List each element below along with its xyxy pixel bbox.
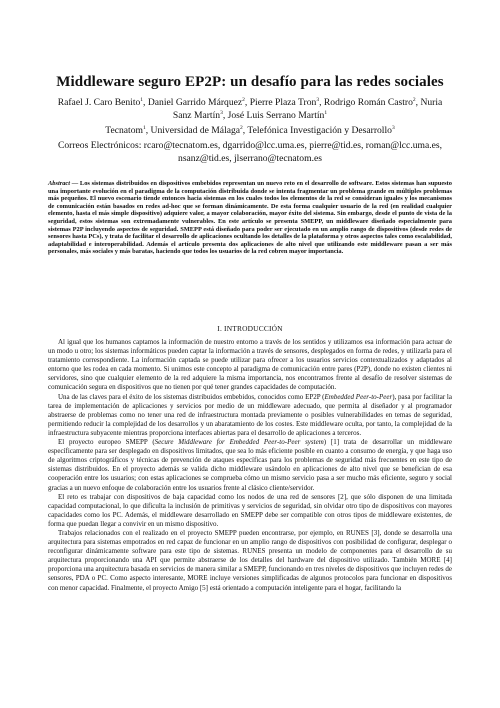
affiliation-name: Universidad de Málaga [150,125,241,136]
body-text [48,338,452,593]
author-list [50,96,450,122]
affiliation-name: Tecnatom [105,125,143,136]
abstract-text: — Los sistemas distribuidos en dispositivos embebidos representan un nuevo reto en el desarrollo de software. Estos sistemas han supuesto una importante evolución en el paradigma de la computación distribuida donde se intenta fragmentar un problema grande en múltiples problemas más pequeños. El nuevo escenario tiende entonces hacia sistemas en los cuales todos los elementos de la red se consideran iguales y los mecanismos de comunicación están basados en redes ad-hoc que se forman dinámicamente. De esta forma cualquier usuario de la red (en realidad cualquier elemento, hasta el más simple dispositivo) adquiere valor, a mayor colaboración, mayor éxito del sistema. Sin embargo, desde el punto de vista de la seguridad, estos sistemas son extremadamente vulnerables. En este artículo se presenta SMEPP, un middleware diseñado especialmente para sistemas P2P incluyendo aspectos de seguridad. SMEPP está diseñado para poder ser ejecutado en un amplio rango de dispositivos (desde redes de sensores hasta PCs), y trata de facilitar el desarrollo de aplicaciones ocultando los detalles de la plataforma y otros aspectos tales como escalabilidad, adaptabilidad e interoperabilidad. Además el artículo presenta dos aplicaciones de alto nivel que utilizando este middleware pasan a ser más personales, más sociales y más baratas, haciendo que todos los usuarios de la red cobren mayor importancia. [48,180,452,256]
emails-label: Correos Electrónicos: [57,140,142,151]
section-heading: I. INTRODUCCIÓN [217,324,283,333]
author-affiliation-mark: 1 [140,96,144,103]
emails-line-1: rcaro@tecnatom.es, dgarrido@lcc.uma.es, pierre@tid.es, roman@lcc.uma.es, [143,140,443,151]
body-paragraph: Trabajos relacionados con el realizado en el proyecto SMEPP pueden encontrarse, por ejemplo, en RUNES [3], donde se desarrolla una arquitectura para sistemas empotrados en red capaz de funcionar en un amplio rango de dispositivos con posibilidad de configurar, desplegar o reconfigurar dinámicamente software para este tipo de sistemas. RUNES presenta un modelo de componentes para el desarrollo de su arquitectura proporcionando una API que permite abstraerse de los detalles del hardware del dispositivo utilizado. También MORE [4] proporciona una arquitectura basada en servicios de manera similar a SMEPP, funcionando en tres niveles de dispositivos que incluyen redes de sensores, PDA o PC. Como aspecto interesante, MORE incluye versiones simplificadas de algunos protocolos para funcionar en dispositivos con menor capacidad. Finalmente, el proyecto Amigo [5] está orientado a computación inteligente para el hogar, facilitando la [48,528,452,592]
author-affiliation-mark: 2 [242,96,245,103]
emphasis-text: Secure Middleware for Embedded Peer-to-Peer system [154,438,324,447]
body-paragraph: Al igual que los humanos captamos la información de nuestro entorno a través de los sentidos y utilizamos esa información para actuar de un modo u otro; los sistemas informáticos pueden captar la información a través de sensores, desplegados en forma de redes, y utilizarla para el tratamiento correspondiente. La información captada se puede utilizar para ofrecer a los usuarios servicios contextualizados y adaptados al entorno que les rodea en cada momento. Si unimos este concepto al paradigma de comunicación entre pares (P2P), donde no existen clientes ni servidores, sino que cualquier elemento de la red adquiere la misma importancia, nos encontramos frente al desafío de resolver sistemas de comunicación segura en dispositivos que no tienen por qué tener grandes capacidades de computación. [48,338,452,392]
email-block [40,139,460,165]
author-affiliation-mark: 3 [220,109,223,116]
affiliation-mark: 1 [142,124,146,131]
body-paragraph: El reto es trabajar con dispositivos de baja capacidad como los nodos de una red de sensores [2], que sólo disponen de una limitada capacidad computacional, lo que dificulta la inclusión de primitivas y servicios de seguridad, sin olvidar otro tipo de dispositivos con mayores capacidades como los PC. Además, el middleware desarrollado en SMEPP debe ser compatible con otros tipos de middleware existentes, de forma que puedan llegar a convivir en un mismo dispositivo. [48,492,452,528]
author-affiliation-mark: 2 [412,96,416,103]
author-name: Pierre Plaza Tron [249,97,317,108]
author-name: Rodrigo Román Castro [323,97,413,108]
body-paragraph: Una de las claves para el éxito de los sistemas distribuidos embebidos, conocidos como EP2P (Embedded Peer-to-Peer), pasa por facilitar la tarea de implementación de aplicaciones y servicios por medio de un middleware adecuado, que permita al diseñador y al programador abstraerse de problemas como no tener una red de infraestructura montada previamente o posibles vulnerabilidades en temas de seguridad, permitiendo reducir la complejidad de los desarrollos y un abaratamiento de los costes. Este middleware oculta, por tanto, la complejidad de la infraestructura subyacente mientras proporciona interfaces abiertas para el desarrollo de aplicaciones a terceros. [48,392,452,437]
affiliation-name: Telefónica Investigación y Desarrollo [247,125,392,136]
abstract-lead: Abstract [48,180,71,187]
emphasis-text: Embedded Peer-to-Peer [324,392,393,401]
abstract [48,180,452,256]
author-list-rest: , Daniel Garrido Márquez$^2$, Pierre Plaza Tron$^3$, Rodrigo Román Castro$^2$, Nuria Sanz Martín$^3$, José Luis Serrano Martín$^1$ [143,96,443,121]
paper-title: Middleware seguro EP2P: un desafío para las redes sociales [56,74,444,90]
author-name: Nuria Sanz Martín [172,97,443,121]
affiliation-list: Tecnatom$^1$, Universidad de Málaga$^2$, Telefónica Investigación y Desarrollo$^3$ [105,124,395,136]
author-name: Daniel Garrido Márquez [147,97,243,108]
affiliation-mark: 2 [240,124,243,131]
body-paragraph: El proyecto europeo SMEPP (Secure Middleware for Embedded Peer-to-Peer system) [1] trata de desarrollar un middleware específicamente para ser desplegado en dispositivos limitados, que sea lo más eficiente posible en cuanto a consumo de energía, y que haga uso de algoritmos criptográficos y técnicas de prevención de ataques específicas para los problemas de seguridad más frecuentes en este tipo de sistemas distribuidos. En el proyecto además se valida dicho middleware usándolo en aplicaciones de alto nivel que se benefician de esa cooperación entre los usuarios; con estas aplicaciones se comprueba cómo un mismo servicio pasa a ser mucho más eficiente, seguro y social gracias a un nuevo enfoque de colaboración entre los usuarios frente al clásico cliente/servidor. [48,438,452,492]
affiliation-mark: 3 [391,124,395,131]
author-name: Rafael J. Caro Benito [57,97,141,108]
emails-line-2: nsanz@tid.es, jlserrano@tecnatom.es [178,153,322,164]
author-affiliation-mark: 3 [316,96,320,103]
author-affiliation-mark: 1 [324,109,328,116]
author-name: José Luis Serrano Martín [227,110,325,121]
